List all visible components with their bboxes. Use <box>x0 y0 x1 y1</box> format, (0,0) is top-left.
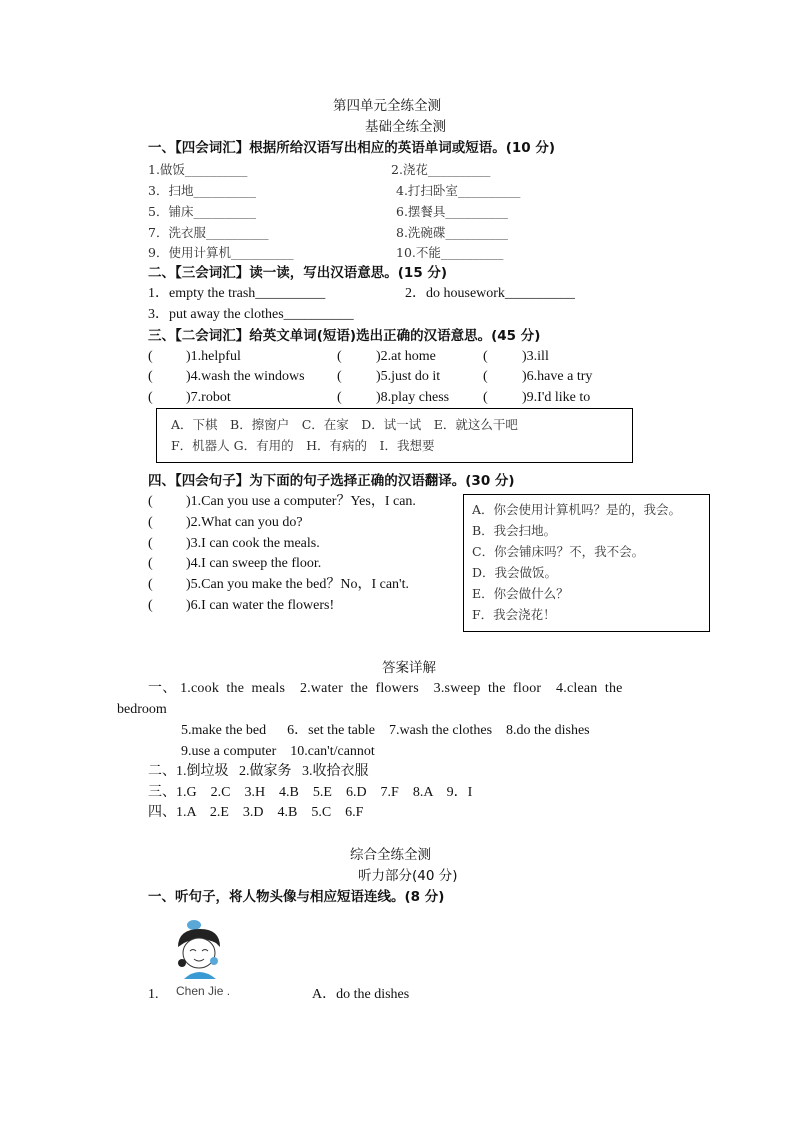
answer-paren-input[interactable]: ( <box>148 577 153 593</box>
s3-item-text: 3.ill <box>526 349 549 364</box>
paren-close: ) <box>186 349 191 364</box>
answer-line: 二、1.倒垃圾 2.做家务 3.收拾衣服 <box>148 764 369 779</box>
s3-item-text: 1.helpful <box>190 349 241 364</box>
paren-close: ) <box>186 514 191 530</box>
answer-paren-input[interactable]: ( <box>337 390 342 405</box>
s4-item-text: 2.What can you do? <box>190 514 303 530</box>
s4-option: F．我会浇花！ <box>472 607 556 622</box>
s3-item-text: 8.play chess <box>380 390 450 405</box>
s4-item <box>186 554 321 574</box>
s4-option: D．我会做饭。 <box>472 565 558 580</box>
s3-options-box <box>156 408 633 463</box>
s3-item-text: 4.wash the windows <box>190 369 305 384</box>
s3-item <box>522 347 549 367</box>
s3-item-text: 2.at home <box>380 349 436 364</box>
s3-item <box>376 347 436 367</box>
s4-item <box>186 575 409 595</box>
item-number: 1. <box>148 987 159 1002</box>
s3-item-text: 9.I'd like to <box>526 390 591 405</box>
s3-item-text: 6.have a try <box>526 369 593 384</box>
option-a: A．do the dishes <box>312 987 410 1002</box>
section1-header: 一、【四会词汇】根据所给汉语写出相应的英语单词或短语。(10 分) <box>148 140 556 156</box>
s1-item: 9．使用计算机__________ <box>148 245 294 260</box>
paren-close: ) <box>186 535 191 551</box>
s3-options-line: F．机器人 G．有用的 H．有病的 I．我想要 <box>171 438 435 453</box>
paren-close: ) <box>376 369 381 384</box>
s3-item-text: 5.just do it <box>380 369 441 384</box>
s4-item-text: 4.I can sweep the floor. <box>190 556 322 572</box>
s3-item <box>522 367 592 387</box>
s4-option: E．你会做什么？ <box>472 586 569 601</box>
avatar-caption: Chen Jie . <box>176 984 231 998</box>
s3-item-text: 7.robot <box>190 390 231 405</box>
s4-item-text: 3.I can cook the meals. <box>190 535 320 551</box>
paren-close: ) <box>522 349 527 364</box>
s3-item <box>522 388 590 408</box>
section2-header: 二、【三会词汇】读一读，写出汉语意思。(15 分) <box>148 265 448 281</box>
paren-close: ) <box>186 598 191 613</box>
paren-close: ) <box>186 390 191 405</box>
s4-options-box <box>463 494 710 632</box>
answer-line: 5.make the bed 6．set the table 7.wash the clothes 8.do the dishes <box>181 723 590 738</box>
s1-item: 8.洗碗碟__________ <box>396 225 508 240</box>
paren-close: ) <box>376 390 381 405</box>
s3-item <box>186 388 231 408</box>
answer-paren-input[interactable]: ( <box>148 369 153 384</box>
s4-item-text: 6.I can water the flowers! <box>190 598 335 613</box>
s3-item <box>186 367 305 387</box>
answer-line: 9.use a computer 10.can't/cannot <box>181 744 375 759</box>
answer-paren-input[interactable]: ( <box>148 514 153 530</box>
paren-close: ) <box>186 556 191 572</box>
s2-item: 2．do housework__________ <box>405 286 575 301</box>
doc-title: 第四单元全练全测 <box>333 98 441 114</box>
s2-item: 1．empty the trash__________ <box>148 286 326 301</box>
paren-close: ) <box>186 494 191 509</box>
s3-item <box>186 347 241 367</box>
paren-close: ) <box>522 390 527 405</box>
answer-paren-input[interactable]: ( <box>148 494 153 509</box>
answer-paren-input[interactable]: ( <box>337 349 342 364</box>
part2-header: 一、听句子，将人物头像与相应短语连线。(8 分) <box>148 889 445 905</box>
s1-item: 5．铺床__________ <box>148 204 256 219</box>
answer-paren-input[interactable]: ( <box>337 369 342 384</box>
s4-item <box>186 492 416 512</box>
answer-line: 一、 1.cook the meals 2.water the flowers 3.sweep the floor 4.clean the <box>148 681 623 696</box>
s1-item: 1.做饭__________ <box>148 162 248 177</box>
answers-title: 答案详解 <box>382 660 436 676</box>
s4-option: A．你会使用计算机吗？是的，我会。 <box>472 502 682 517</box>
paren-close: ) <box>376 349 381 364</box>
paren-close: ) <box>186 369 191 384</box>
answer-paren-input[interactable]: ( <box>483 369 488 384</box>
answer-paren-input[interactable]: ( <box>148 535 153 551</box>
s1-item: 2.浇花__________ <box>391 162 491 177</box>
answer-line: bedroom <box>117 702 167 717</box>
s3-item <box>376 367 440 387</box>
s4-option: C．你会铺床吗？不，我不会。 <box>472 544 645 559</box>
s1-item: 6.摆餐具__________ <box>396 204 508 219</box>
s4-option: B．我会扫地。 <box>472 523 557 538</box>
s4-item <box>186 513 303 533</box>
answer-paren-input[interactable]: ( <box>148 556 153 572</box>
s3-item <box>376 388 449 408</box>
paren-close: ) <box>522 369 527 384</box>
s4-item-text: 5.Can you make the bed？No，I can't. <box>190 577 409 593</box>
s3-options-line: A．下棋 B．擦窗户 C．在家 D．试一试 E．就这么干吧 <box>171 417 518 432</box>
s1-item: 3．扫地__________ <box>148 183 256 198</box>
s4-item <box>186 596 334 616</box>
s1-item: 7．洗衣服__________ <box>148 225 269 240</box>
chen-jie-avatar-image <box>172 917 228 979</box>
s4-item <box>186 534 320 554</box>
s4-item-text: 1.Can you use a computer？Yes，I can. <box>190 494 416 509</box>
answer-paren-input[interactable]: ( <box>483 390 488 405</box>
section4-header: 四、【四会句子】为下面的句子选择正确的汉语翻译。(30 分) <box>148 473 515 489</box>
answer-line: 三、1.G 2.C 3.H 4.B 5.E 6.D 7.F 8.A 9．I <box>148 785 473 800</box>
s1-item: 10.不能__________ <box>396 245 504 260</box>
paren-close: ) <box>186 577 191 593</box>
answer-paren-input[interactable]: ( <box>148 390 153 405</box>
s2-item: 3．put away the clothes__________ <box>148 307 354 322</box>
answer-line: 四、1.A 2.E 3.D 4.B 5.C 6.F <box>148 805 364 820</box>
answer-paren-input[interactable]: ( <box>148 349 153 364</box>
part2-title: 综合全练全测 <box>350 847 431 863</box>
section3-header: 三、【二会词汇】给英文单词(短语)选出正确的汉语意思。(45 分) <box>148 328 541 344</box>
answer-paren-input[interactable]: ( <box>148 598 153 613</box>
s1-item: 4.打扫卧室__________ <box>396 183 521 198</box>
doc-subtitle: 基础全练全测 <box>365 119 446 135</box>
part2-subtitle: 听力部分(40 分) <box>358 868 458 884</box>
answer-paren-input[interactable]: ( <box>483 349 488 364</box>
